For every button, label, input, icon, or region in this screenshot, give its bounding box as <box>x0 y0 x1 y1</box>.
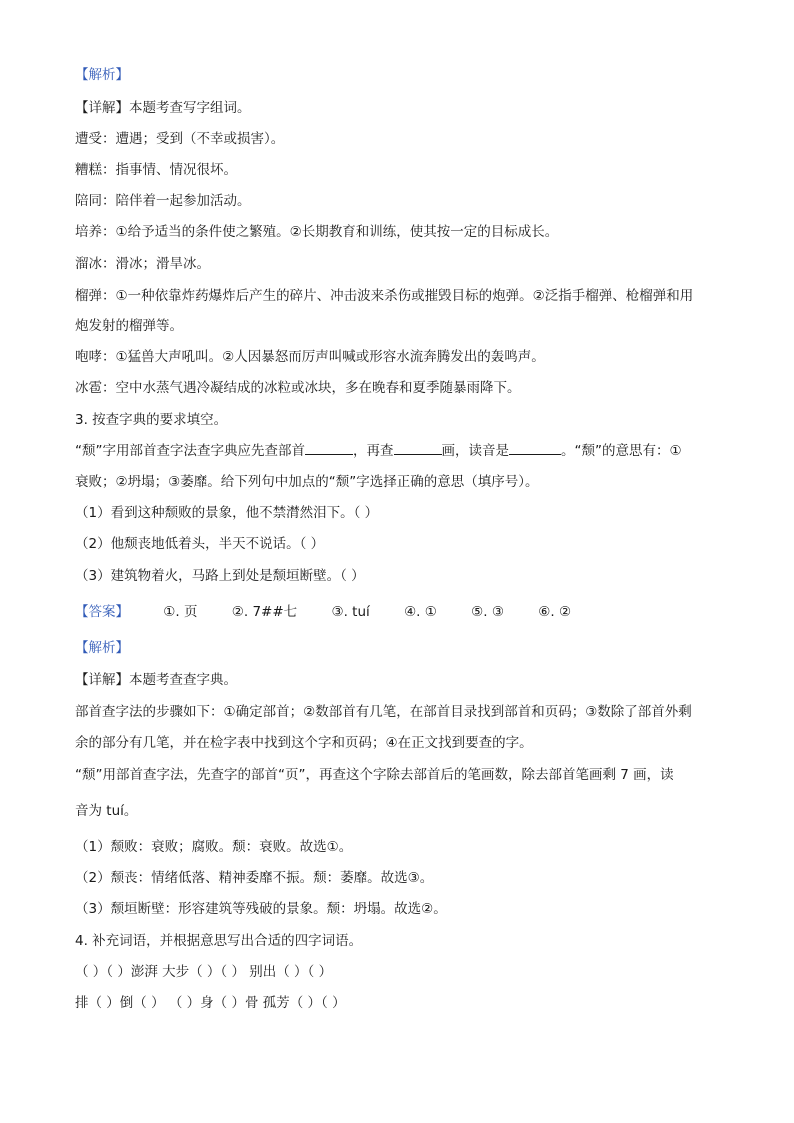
explanation-item: （2）颓丧：情绪低落、精神委靡不振。颓：萎靡。故选③。 <box>75 870 434 886</box>
definition-line: 培养：①给予适当的条件使之繁殖。②长期教育和训练，使其按一定的目标成长。 <box>75 224 559 240</box>
definition-line: 遭受：遭遇；受到（不幸或损害）。 <box>75 131 285 147</box>
explanation-paragraph: “颓”用部首查字法，先查字的部首“页”，再查这个字除去部首后的笔画数，除去部首笔画剩 7 画，读 <box>75 767 674 783</box>
explanation-paragraph: 音为 tuí。 <box>75 803 138 819</box>
question-3-item: （3）建筑物着火，马路上到处是颓垣断壁。（ ） <box>75 568 365 584</box>
answer-item: ⑥. ② <box>538 604 572 620</box>
explanation-paragraph: 部首查字法的步骤如下：①确定部首；②数部首有几笔，在部首目录找到部首和页码；③数除了部首外剩 <box>75 704 692 720</box>
question-3-stem: “颓”字用部首查字法查字典应先查部首 ，再查 画，读音是 。“颓”的意思有：① <box>75 443 682 459</box>
definition-line: 炮发射的榴弹等。 <box>75 318 183 334</box>
answer-item: ③. tuí <box>331 604 370 620</box>
definition-line: 冰雹：空中水蒸气遇冷凝结成的冰粒或冰块，多在晚春和夏季随暴雨降下。 <box>75 380 521 396</box>
answer-row <box>75 603 571 621</box>
question-4-title: 4. 补充词语，并根据意思写出合适的四字词语。 <box>75 933 363 949</box>
answer-item: ①. 页 <box>163 604 198 620</box>
question-4-row: （ ）（ ）澎湃 大步（ ）（ ） 别出（ ）（ ） <box>75 964 333 980</box>
detail-line: 【详解】本题考查查字典。 <box>75 672 237 688</box>
detail-line: 【详解】本题考查写字组词。 <box>75 100 251 116</box>
answer-item: ②. 7##七 <box>231 604 298 620</box>
definition-line: 溜冰：滑冰；滑旱冰。 <box>75 256 210 272</box>
answer-item: ⑤. ③ <box>471 604 504 620</box>
question-3-item: （1）看到这种颓败的景象，他不禁潸然泪下。（ ） <box>75 505 379 521</box>
definition-line: 咆哮：①猛兽大声吼叫。②人因暴怒而厉声叫喊或形容水流奔腾发出的轰鸣声。 <box>75 349 545 365</box>
analysis-tag: 【解析】 <box>75 640 129 656</box>
question-3-item: （2）他颓丧地低着头，半天不说话。（ ） <box>75 536 325 552</box>
question-3-title: 3. 按查字典的要求填空。 <box>75 412 228 428</box>
explanation-item: （3）颓垣断壁：形容建筑等残破的景象。颓：坍塌。故选②。 <box>75 901 447 917</box>
answer-item: ④. ① <box>404 604 437 620</box>
definition-line: 榴弹：①一种依靠炸药爆炸后产生的碎片、冲击波来杀伤或摧毁目标的炮弹。②泛指手榴弹、枪榴弹和用 <box>75 288 694 304</box>
blank-radical <box>305 442 353 455</box>
definition-line: 陪同：陪伴着一起参加活动。 <box>75 193 251 209</box>
explanation-item: （1）颓败：衰败；腐败。颓：衰败。故选①。 <box>75 839 353 855</box>
answer-tag: 【答案】 <box>75 604 129 620</box>
analysis-tag: 【解析】 <box>75 67 129 83</box>
blank-strokes <box>394 442 442 455</box>
blank-pronunciation <box>509 442 561 455</box>
question-4-row: 排（ ）倒（ ） （ ）身（ ）骨 孤芳（ ）（ ） <box>75 995 346 1011</box>
explanation-paragraph: 余的部分有几笔，并在检字表中找到这个字和页码；④在正文找到要查的字。 <box>75 735 533 751</box>
definition-line: 糟糕：指事情、情况很坏。 <box>75 162 237 178</box>
question-3-stem-2: 衰败；②坍塌；③萎靡。给下列句中加点的“颓”字选择正确的意思（填序号）。 <box>75 474 539 490</box>
